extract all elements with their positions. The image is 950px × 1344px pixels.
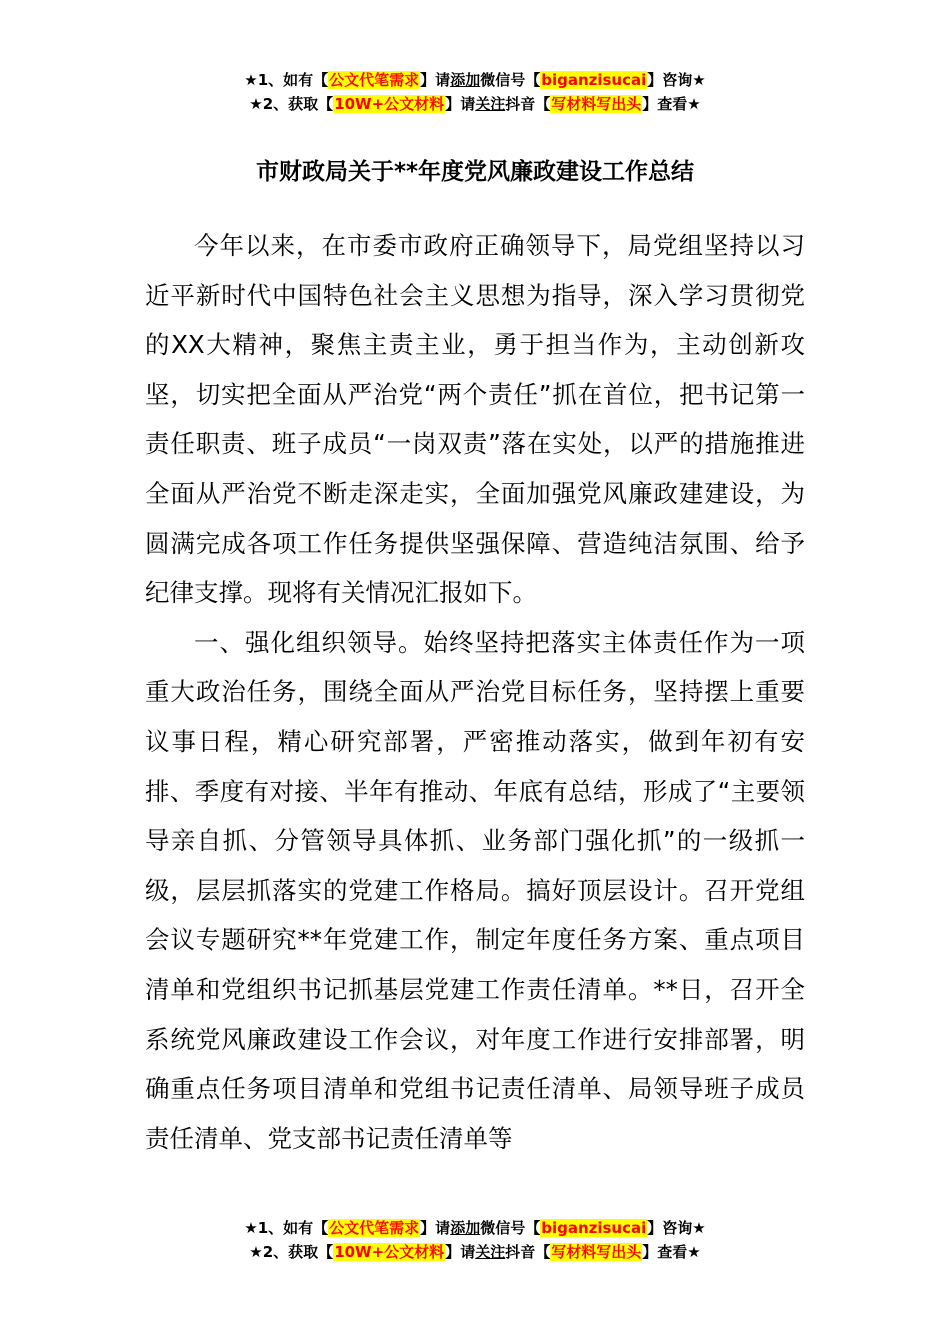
- promo-header: [0, 68, 950, 116]
- highlight-service: 公文代笔需求: [329, 1219, 420, 1237]
- highlight-wechat-id: biganzisucai: [541, 1219, 647, 1237]
- highlight-service: 公文代笔需求: [329, 71, 420, 89]
- highlight-materials: 10W+公文材料: [334, 95, 445, 113]
- document-title: 市财政局关于**年度党风廉政建设工作总结: [255, 159, 695, 185]
- promo-line-2: ★2、获取【10W+公文材料】请关注抖音【写材料写出头】查看★: [249, 95, 701, 113]
- highlight-douyin: 写材料写出头: [551, 1243, 642, 1261]
- promo-footer: [0, 1216, 950, 1264]
- promo-line-1: ★1、如有【公文代笔需求】请添加微信号【biganzisucai】咨询★: [244, 1219, 706, 1237]
- paragraph-section-1: 一、强化组织领导。始终坚持把落实主体责任作为一项重大政治任务，围绕全面从严治党目标任务，坚持摆上重要议事日程，精心研究部署，严密推动落实，做到年初有安排、季度有对接、半年有推动、年底有总结，形成了“主要领导亲自抓、分管领导具体抓、业务部门强化抓”的一级抓一级，层层抓落实的党建工作格局。搞好顶层设计。召开党组会议专题研究**年党建工作，制定年度任务方案、重点项目清单和党组织书记抓基层党建工作责任清单。**日，召开全系统党风廉政建设工作会议，对年度工作进行安排部署，明确重点任务项目清单和党组书记责任清单、局领导班子成员责任清单、党支部书记责任清单等: [145, 627, 805, 1153]
- highlight-materials: 10W+公文材料: [334, 1243, 445, 1261]
- document-body: [145, 221, 805, 1163]
- highlight-douyin: 写材料写出头: [551, 95, 642, 113]
- highlight-wechat-id: biganzisucai: [541, 71, 647, 89]
- promo-line-1: ★1、如有【公文代笔需求】请添加微信号【biganzisucai】咨询★: [244, 71, 706, 89]
- promo-line-2: ★2、获取【10W+公文材料】请关注抖音【写材料写出头】查看★: [249, 1243, 701, 1261]
- paragraph-intro: 今年以来，在市委市政府正确领导下，局党组坚持以习近平新时代中国特色社会主义思想为指导，深入学习贯彻党的XX大精神，聚焦主责主业，勇于担当作为，主动创新攻坚，切实把全面从严治党“两个责任”抓在首位，把书记第一责任职责、班子成员“一岗双责”落在实处，以严的措施推进全面从严治党不断走深走实，全面加强党风廉政建建设，为圆满完成各项工作任务提供坚强保障、营造纯洁氛围、给予纪律支撑。现将有关情况汇报如下。: [145, 231, 805, 608]
